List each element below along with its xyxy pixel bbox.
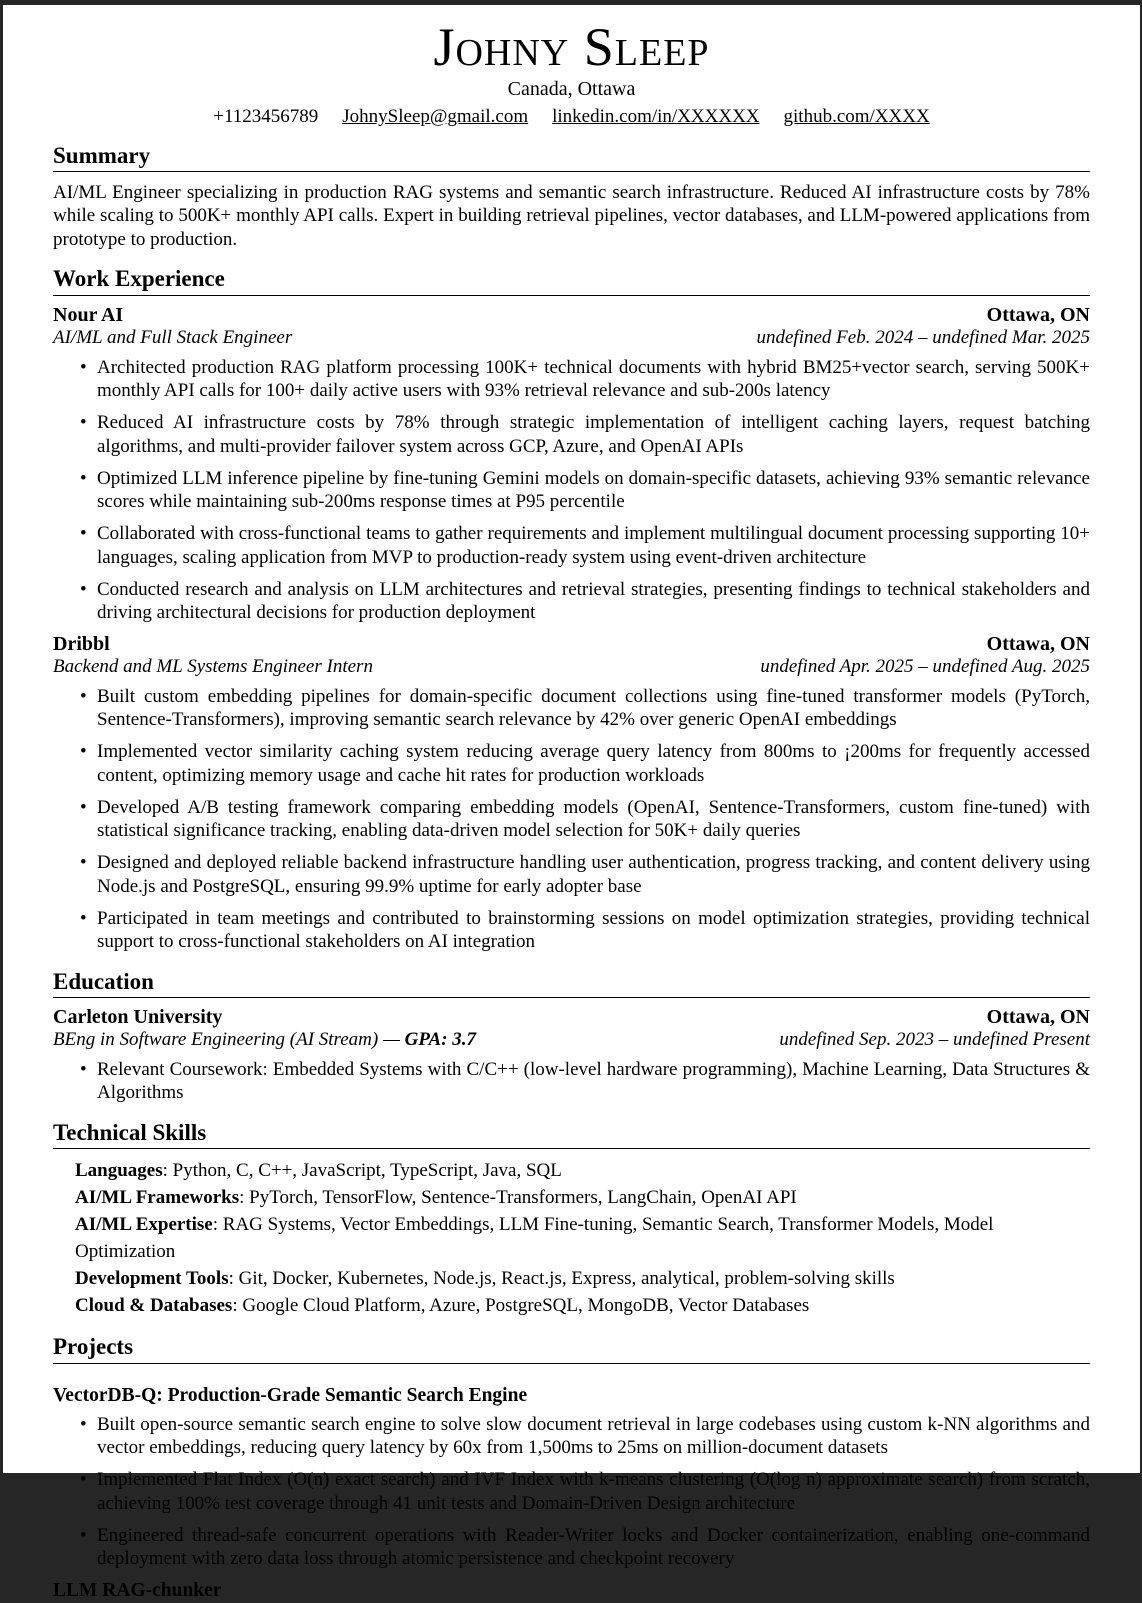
job-bullet-list — [53, 685, 1090, 954]
skills-list — [75, 1157, 1090, 1319]
skill-label: AI/ML Frameworks — [75, 1187, 240, 1209]
job-entry-nour-ai — [53, 304, 1090, 625]
company-name: Nour AI — [53, 303, 124, 326]
page-title: Johny Sleep — [433, 17, 710, 77]
section-work-experience — [53, 266, 1090, 953]
job-entry-dribbl — [53, 633, 1090, 954]
project-name: LLM RAG-chunker — [53, 1580, 222, 1602]
email-link[interactable]: JohnySleep@gmail.com — [342, 105, 529, 127]
job-bullet-list — [53, 356, 1090, 625]
bullet-item: • Built open-source semantic search engine to solve slow document retrieval in large codebases using custom k-NN algorithms and vector embeddings, reducing query latency by 60x from 1,500ms to 25ms on million-document datasets — [97, 1413, 1090, 1460]
education-heading: Education — [53, 969, 1090, 998]
education-dates: undefined Sep. 2023 – undefined Present — [779, 1029, 1090, 1051]
job-title: AI/ML and Full Stack Engineer — [53, 326, 293, 348]
skill-values: : PyTorch, TensorFlow, Sentence-Transformers, LangChain, OpenAI API — [239, 1187, 797, 1209]
bullet-item: • Designed and deployed reliable backend infrastructure handling user authentication, progress tracking, and content delivery using Node.js and PostgreSQL, ensuring 99.9% uptime for early adopter base — [97, 851, 1090, 898]
work-experience-heading: Work Experience — [53, 266, 1090, 295]
skill-row-cloud-databases — [75, 1292, 1090, 1319]
project-entry-llm-rag-chunker — [53, 1579, 1090, 1602]
degree-name: BEng in Software Engineering (AI Stream) — [53, 1029, 379, 1051]
job-dates: undefined Apr. 2025 – undefined Aug. 2025 — [760, 656, 1090, 678]
technical-skills-heading: Technical Skills — [53, 1120, 1090, 1149]
section-technical-skills — [53, 1120, 1090, 1319]
bullet-item: • Engineered thread-safe concurrent operations with Reader-Writer locks and Docker containerization, enabling one-command deployment with zero data loss through atomic persistence and checkpoint recovery — [97, 1524, 1090, 1571]
company-location: Ottawa, ON — [986, 633, 1090, 656]
skill-label: Development Tools — [75, 1268, 229, 1290]
bullet-item: • Implemented Flat Index (O(n) exact search) and IVF Index with k-means clustering (O(log n) approximate search) from scratch, achieving 100% test coverage through 41 unit tests and Domain-Driven Design architecture — [97, 1468, 1090, 1515]
skill-label: Languages — [75, 1160, 163, 1182]
skill-row-frameworks — [75, 1184, 1090, 1211]
bullet-item: • Optimized LLM inference pipeline by fine-tuning Gemini models on domain-specific datasets, achieving 93% semantic relevance scores while maintaining sub-200ms response times at P95 percentile — [97, 467, 1090, 514]
degree-line — [53, 1029, 476, 1051]
summary-text: AI/ML Engineer specializing in production RAG systems and semantic search infrastructure. Reduced AI infrastructure costs by 78% while scaling to 500K+ monthly API calls. Expert in building retrieval pipelines, vector databases, and LLM-powered applications from prototype to production. — [53, 181, 1090, 250]
skill-values: : Python, C, C++, JavaScript, TypeScript, Java, SQL — [162, 1160, 562, 1182]
location-text: Canada, Ottawa — [507, 77, 636, 100]
skill-label: AI/ML Expertise — [75, 1214, 213, 1236]
phone-number: +1123456789 — [213, 105, 319, 127]
education-entry — [53, 1006, 1090, 1105]
bullet-item: • Relevant Coursework: Embedded Systems with C/C++ (low-level hardware programming), Machine Learning, Data Structures & Algorithms — [97, 1058, 1090, 1105]
bullet-item: • Architected production RAG platform processing 100K+ technical documents with hybrid BM25+vector search, serving 500K+ monthly API calls for 100+ daily active users with 93% retrieval relevance and sub-200s latency — [97, 356, 1090, 403]
bullet-item: • Reduced AI infrastructure costs by 78% through strategic implementation of intelligent caching layers, request batching algorithms, and multi-provider failover system across GCP, Azure, and OpenAI APIs — [97, 411, 1090, 458]
resume-header — [53, 19, 1090, 128]
skill-label: Cloud & Databases — [75, 1295, 233, 1317]
job-dates: undefined Feb. 2024 – undefined Mar. 2025 — [756, 326, 1090, 348]
project-name: VectorDB-Q: Production-Grade Semantic Search Engine — [53, 1384, 528, 1406]
summary-heading: Summary — [53, 143, 1090, 172]
github-link[interactable]: github.com/XXXX — [783, 105, 930, 127]
skill-values: : RAG Systems, Vector Embeddings, LLM Fine-tuning, Semantic Search, Transformer Models, Model Optimization — [75, 1214, 994, 1263]
linkedin-link[interactable]: linkedin.com/in/XXXXXX — [552, 105, 760, 127]
bullet-item: • Built custom embedding pipelines for domain-specific document collections using fine-tuned transformer models (PyTorch, Sentence-Transformers), improving semantic search relevance by 42% over generic OpenAI embeddings — [97, 685, 1090, 732]
school-name: Carleton University — [53, 1006, 223, 1029]
skill-row-expertise — [75, 1211, 1090, 1265]
skill-values: : Git, Docker, Kubernetes, Node.js, React.js, Express, analytical, problem-solving skills — [228, 1268, 895, 1290]
skill-row-languages — [75, 1157, 1090, 1184]
school-location: Ottawa, ON — [986, 1006, 1090, 1029]
bullet-item: • Implemented vector similarity caching system reducing average query latency from 800ms to ¡200ms for frequently accessed content, optimizing memory usage and cache hit rates for production workloads — [97, 740, 1090, 787]
skill-row-dev-tools — [75, 1265, 1090, 1292]
contact-line — [53, 106, 1090, 128]
section-education — [53, 969, 1090, 1105]
company-name: Dribbl — [53, 633, 110, 656]
bullet-item: • Conducted research and analysis on LLM architectures and retrieval strategies, presenting findings to technical stakeholders and driving architectural decisions for production deployment — [97, 578, 1090, 625]
bullet-item: • Collaborated with cross-functional teams to gather requirements and implement multilingual document processing supporting 10+ languages, scaling application from MVP to production-ready system using event-driven architecture — [97, 522, 1090, 569]
skill-values: : Google Cloud Platform, Azure, PostgreSQL, MongoDB, Vector Databases — [232, 1295, 810, 1317]
project-entry-vectordb-q — [53, 1384, 1090, 1571]
company-location: Ottawa, ON — [986, 303, 1090, 326]
resume-page — [3, 5, 1140, 1602]
bullet-item: • Developed A/B testing framework comparing embedding models (OpenAI, Sentence-Transformers, custom fine-tuned) with statistical significance tracking, enabling data-driven model selection for 50K+ daily queries — [97, 796, 1090, 843]
project-bullet-list — [53, 1413, 1090, 1571]
education-bullet-list — [53, 1058, 1090, 1105]
projects-heading: Projects — [53, 1334, 1090, 1363]
section-summary — [53, 143, 1090, 252]
bullet-item: • Participated in team meetings and contributed to brainstorming sessions on model optimization strategies, providing technical support to cross-functional stakeholders on AI integration — [97, 907, 1090, 954]
section-projects — [53, 1334, 1090, 1603]
gpa-value: GPA: 3.7 — [404, 1029, 477, 1051]
job-title: Backend and ML Systems Engineer Intern — [53, 656, 373, 678]
degree-dash: — — [382, 1029, 400, 1051]
